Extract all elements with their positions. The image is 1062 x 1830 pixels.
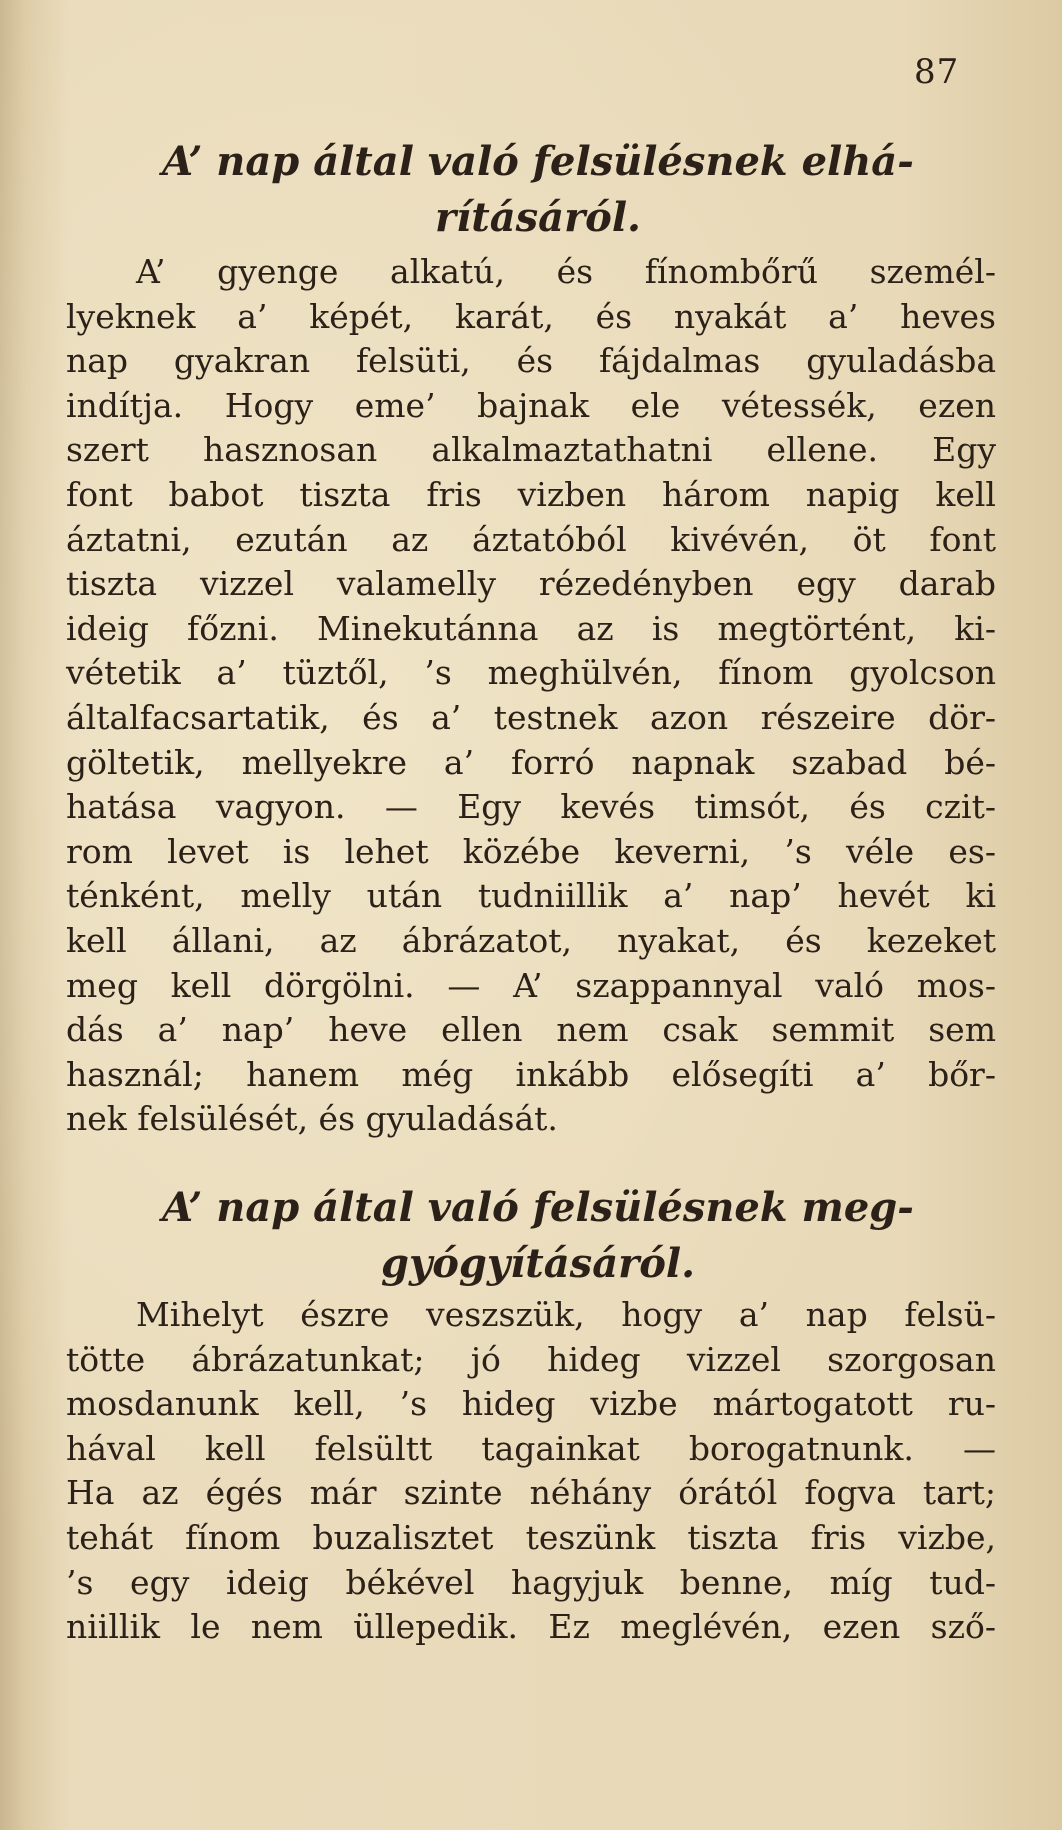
- text-line: használ; hanem még inkább elősegíti a’ bőr-: [66, 1054, 996, 1094]
- text-line: ’s egy ideig békével hagyjuk benne, míg tud-: [66, 1562, 996, 1602]
- text-line: A’ gyenge alkatú, és fínombőrű személ-: [136, 252, 996, 291]
- text-line: Mihelyt észre veszszük, hogy a’ nap felsü-: [136, 1295, 996, 1334]
- text-line: áztatni, ezután az áztatóból kivévén, öt font: [66, 519, 996, 559]
- text-line: mosdanunk kell, ’s hideg vizbe mártogatott ru-: [66, 1384, 996, 1424]
- heading-line: gyógyításáról.: [380, 1240, 695, 1287]
- paragraph-sunburn-prevention: [66, 250, 996, 1142]
- text-line: hával kell felsültt tagainkat borogatnunk. —: [66, 1428, 996, 1468]
- text-line: hatása vagyon. — Egy kevés timsót, és czit-: [66, 787, 996, 827]
- text-line: ideig főzni. Minekutánna az is megtörtént, ki-: [66, 608, 996, 648]
- text-line: göltetik, mellyekre a’ forró napnak szabad bé-: [66, 742, 996, 782]
- text-line: dás a’ nap’ heve ellen nem csak semmit sem: [66, 1010, 996, 1050]
- text-line: lyeknek a’ képét, karát, és nyakát a’ heves: [66, 296, 996, 336]
- heading-line: A’ nap által való felsülésnek elhá-: [162, 138, 914, 185]
- page-number: 87: [914, 52, 960, 92]
- text-line: nek felsülését, és gyuladását.: [66, 1099, 558, 1139]
- text-line: font babot tiszta fris vizben három napig kell: [66, 474, 996, 514]
- heading-line: A’ nap által való felsülésnek meg-: [162, 1184, 914, 1231]
- paragraph-sunburn-treatment: [66, 1293, 996, 1650]
- text-line: vétetik a’ tüztől, ’s meghülvén, fínom gyolcson: [66, 653, 996, 693]
- section-heading-sunburn-treatment: [118, 1180, 958, 1292]
- text-line: ténként, melly után tudniillik a’ nap’ hevét ki: [66, 876, 996, 916]
- heading-line: rításáról.: [435, 194, 641, 241]
- text-line: szert hasznosan alkalmaztathatni ellene. Egy: [66, 430, 996, 470]
- text-line: tiszta vizzel valamelly rézedényben egy darab: [66, 564, 996, 604]
- text-line: Ha az égés már szinte néhány órától fogva tart;: [66, 1473, 996, 1513]
- section-heading-sunburn-prevention: [118, 134, 958, 246]
- text-line: indítja. Hogy eme’ bajnak ele vétessék, ezen: [66, 385, 996, 425]
- text-line: niillik le nem üllepedik. Ez meglévén, ezen sző-: [66, 1607, 996, 1647]
- text-line: rom levet is lehet közébe keverni, ’s véle es-: [66, 831, 996, 871]
- text-line: tötte ábrázatunkat; jó hideg vizzel szorgosan: [66, 1339, 996, 1379]
- text-line: nap gyakran felsüti, és fájdalmas gyuladásba: [66, 341, 996, 381]
- text-line: általfacsartatik, és a’ testnek azon részeire dör-: [66, 697, 996, 737]
- text-line: kell állani, az ábrázatot, nyakat, és kezeket: [66, 920, 996, 960]
- text-line: meg kell dörgölni. — A’ szappannyal való mos-: [66, 965, 996, 1005]
- text-line: tehát fínom buzalisztet teszünk tiszta fris vizbe,: [66, 1517, 996, 1557]
